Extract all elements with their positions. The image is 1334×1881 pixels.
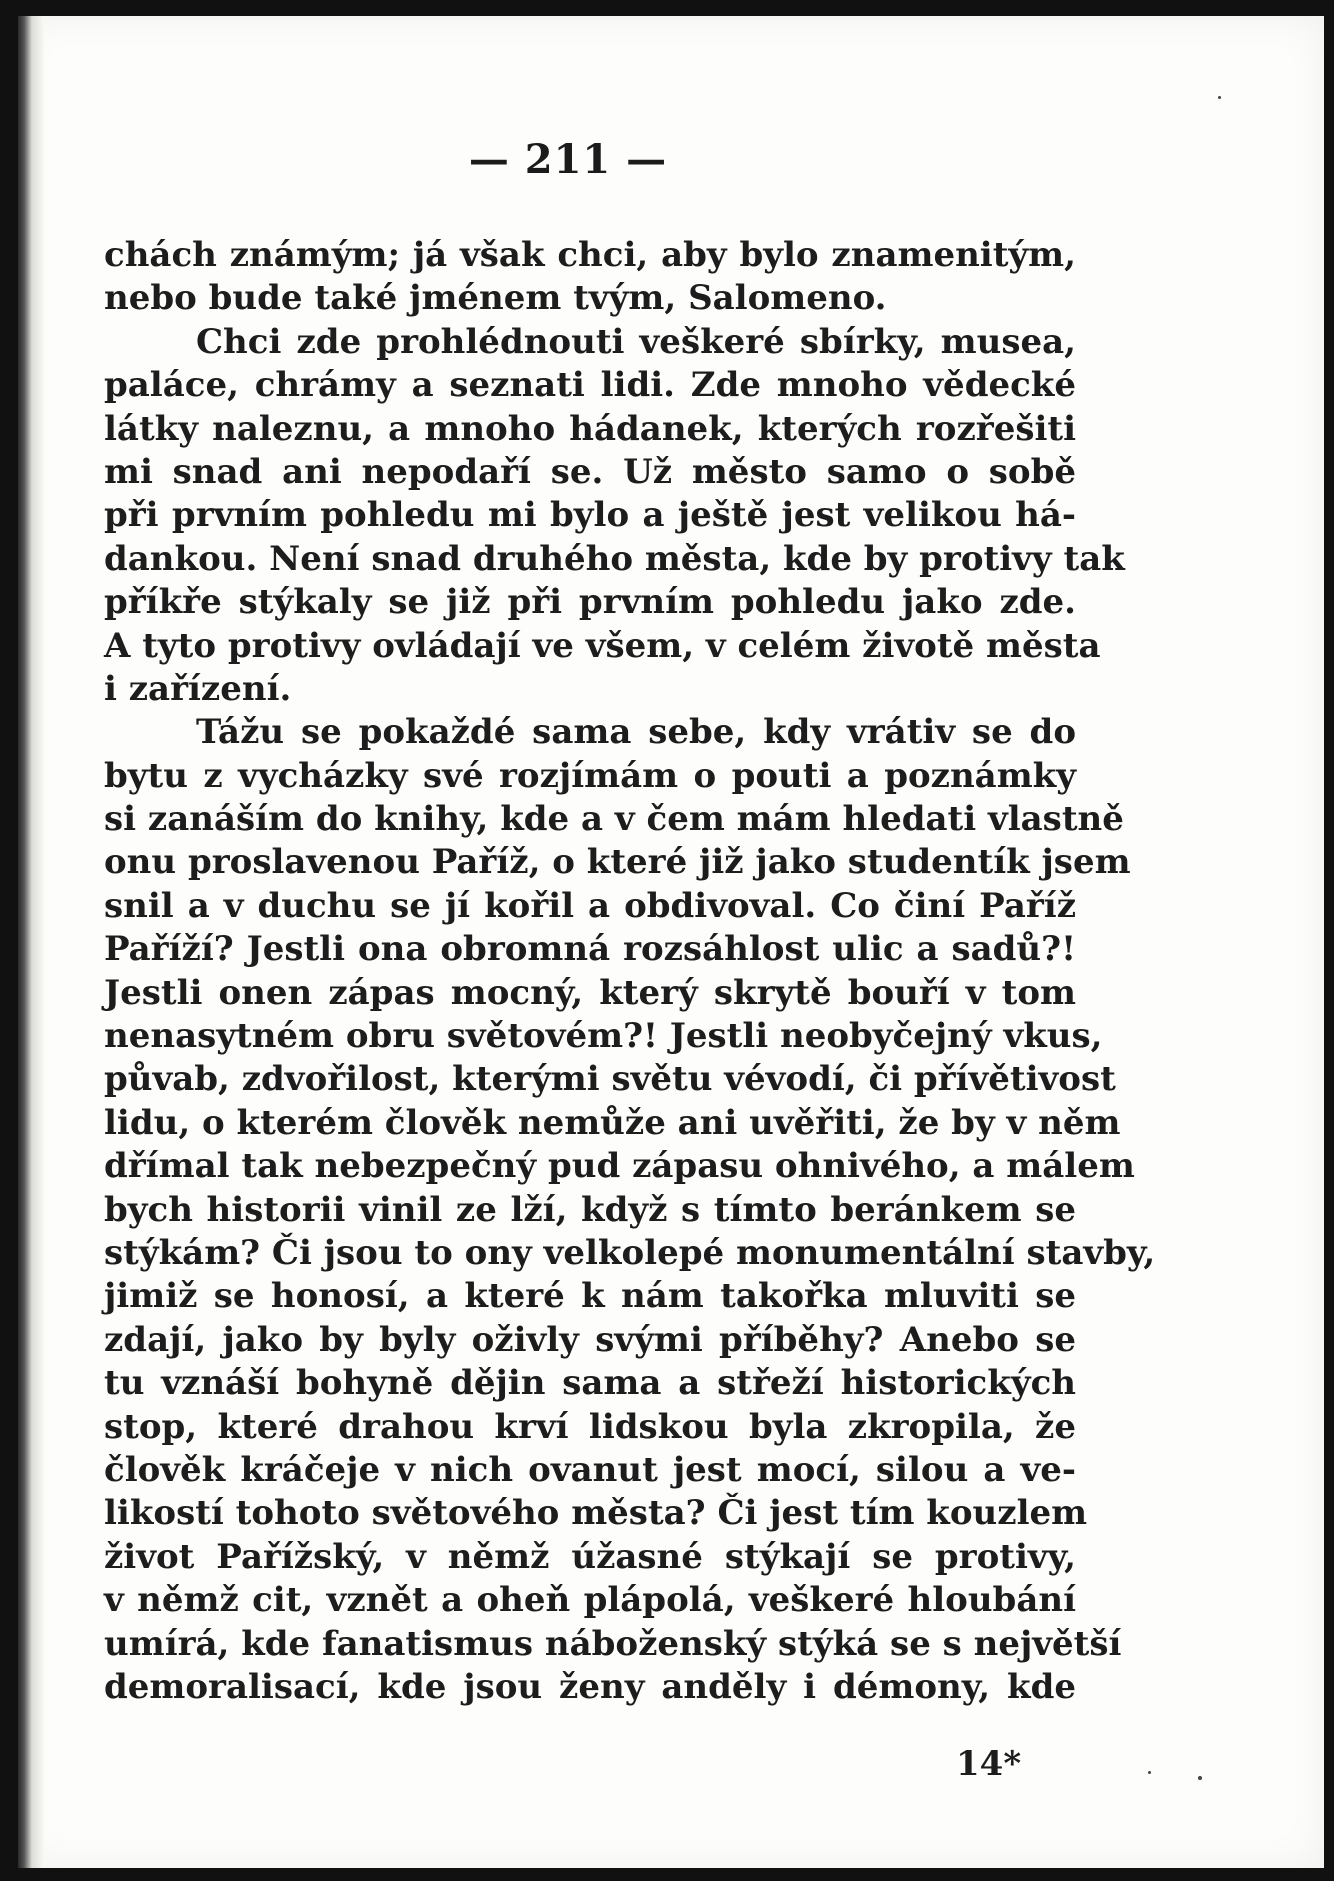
scan-speck	[1218, 96, 1221, 99]
scan-speck	[1148, 1771, 1151, 1774]
text-line: v němž cit, vznět a oheň plápolá, veškeré hloubání	[104, 1580, 1076, 1621]
text-line: A tyto protivy ovládají ve všem, v celém životě města	[104, 625, 1101, 666]
text-line: chách známým; já však chci, aby bylo znamenitým,	[104, 235, 1076, 275]
text-line: dřímal tak nebezpečný pud zápasu ohnivého, a málem	[104, 1146, 1135, 1187]
text-line: život Pařížský, v němž úžasné stýkají se protivy,	[104, 1536, 1076, 1577]
text-line: snil a v duchu se jí kořil a obdivoval. Co činí Paříž	[104, 885, 1076, 926]
text-line: bytu z vycházky své rozjímám o pouti a poznámky	[104, 755, 1076, 796]
text-line: umírá, kde fanatismus náboženský stýká se s největší	[104, 1623, 1122, 1664]
text-line: si zanáším do knihy, kde a v čem mám hledati vlastně	[104, 799, 1124, 840]
text-line: při prvním pohledu mi bylo a ještě jest velikou há-	[104, 495, 1076, 536]
page-number: — 211 —	[468, 136, 668, 183]
text-line: bych historii vinil ze lží, když s tímto beránkem se	[104, 1189, 1076, 1230]
text-line: paláce, chrámy a seznati lidi. Zde mnoho vědecké	[104, 365, 1076, 406]
text-line: Jestli onen zápas mocný, který skrytě bouří v tom	[104, 972, 1076, 1013]
text-line: Paříží? Jestli ona obromná rozsáhlost ulic a sadů?!	[104, 929, 1076, 970]
text-line: stop, které drahou krví lidskou byla zkropila, že	[104, 1406, 1076, 1447]
book-page	[18, 16, 1324, 1868]
text-line: i zařízení.	[104, 668, 292, 709]
text-line: Chci zde prohlédnouti veškeré sbírky, musea,	[196, 321, 1076, 362]
text-line: stýkám? Či jsou to ony velkolepé monumentální stavby,	[104, 1232, 1156, 1273]
text-line: lidu, o kterém člověk nemůže ani uvěřiti, že by v něm	[104, 1102, 1121, 1143]
text-line: nenasytném obru světovém?! Jestli neobyčejný vkus,	[104, 1016, 1103, 1057]
text-line: půvab, zdvořilost, kterými světu vévodí, či přívětivost	[104, 1059, 1116, 1100]
page-binding-edge	[18, 16, 44, 1868]
text-line: onu proslavenou Paříž, o které již jako studentík jsem	[104, 842, 1131, 883]
text-line: příkře stýkaly se již při prvním pohledu jako zde.	[104, 582, 1076, 623]
text-line: Tážu se pokaždé sama sebe, kdy vrátiv se do	[196, 712, 1076, 753]
text-line: jimiž se honosí, a které k nám takořka mluviti se	[104, 1276, 1076, 1317]
scan-speck	[1198, 1776, 1202, 1780]
text-line: mi snad ani nepodaří se. Už město samo o sobě	[104, 451, 1076, 492]
text-line: zdají, jako by byly oživly svými příběhy? Anebo se	[104, 1319, 1076, 1360]
text-line: demoralisací, kde jsou ženy anděly i démony, kde	[104, 1666, 1076, 1707]
text-line: tu vznáší bohyně dějin sama a střeží historických	[104, 1363, 1076, 1404]
body-text	[104, 234, 1156, 1709]
text-line: likostí tohoto světového města? Či jest tím kouzlem	[104, 1493, 1088, 1534]
text-line: dankou. Není snad druhého města, kde by protivy tak	[104, 538, 1125, 579]
text-line: látky naleznu, a mnoho hádanek, kterých rozřešiti	[104, 408, 1076, 449]
signature-mark: 14*	[956, 1744, 1022, 1784]
text-line: člověk kráčeje v nich ovanut jest mocí, silou a ve-	[104, 1449, 1076, 1490]
text-line: nebo bude také jménem tvým, Salomeno.	[104, 278, 887, 319]
